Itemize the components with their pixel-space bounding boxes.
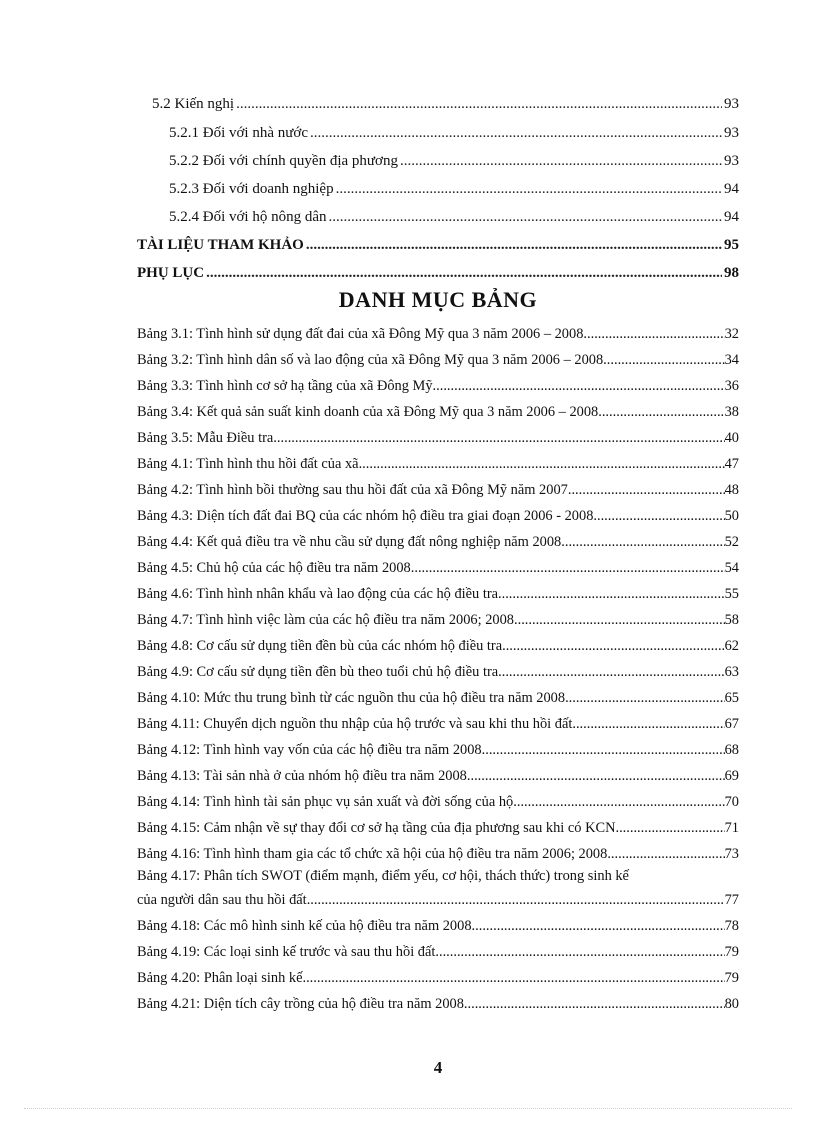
table-entry-page: 36	[724, 378, 739, 394]
table-entry-page: 54	[724, 560, 739, 576]
table-entry	[137, 688, 739, 708]
toc-entry-label: 5.2.2 Đối với chính quyền địa phương	[169, 153, 398, 169]
dot-leader	[561, 532, 724, 552]
table-entry	[137, 662, 739, 682]
dot-leader	[583, 324, 724, 344]
dot-leader	[273, 428, 724, 448]
table-entry	[137, 324, 739, 344]
dot-leader	[498, 662, 724, 682]
toc-entry-label: PHỤ LỤC	[137, 265, 205, 281]
toc-entry-label: TÀI LIỆU THAM KHẢO	[137, 237, 304, 253]
table-entry	[137, 480, 739, 500]
table-entry	[137, 636, 739, 656]
toc-entry	[169, 123, 739, 143]
dot-leader	[307, 888, 725, 912]
table-entry-page: 71	[724, 820, 739, 836]
table-entry-label: Bảng 4.13: Tài sản nhà ở của nhóm hộ điều tra năm 2008	[137, 768, 467, 784]
toc-entry-label: 5.2.1 Đối với nhà nước	[169, 125, 308, 141]
toc-entry-page: 94	[724, 209, 739, 225]
table-entry-page: 38	[724, 404, 739, 420]
table-entry-page: 67	[724, 716, 739, 732]
toc-entry-page: 93	[724, 96, 739, 112]
toc-entry	[169, 179, 739, 199]
table-entry-wrapped	[137, 864, 739, 912]
dot-leader	[433, 376, 725, 396]
table-entry-page: 79	[724, 944, 739, 960]
table-entry	[137, 942, 739, 962]
table-entry-label: Bảng 4.20: Phân loại sinh kế	[137, 970, 303, 986]
table-entry-page: 68	[724, 742, 739, 758]
dot-leader	[603, 350, 724, 370]
toc-entry-page: 98	[724, 265, 739, 281]
table-entry-label: Bảng 3.4: Kết quả sản suất kinh doanh của xã Đông Mỹ qua 3 năm 2006 – 2008	[137, 404, 599, 420]
dot-leader	[498, 584, 725, 604]
toc-entry-page: 93	[724, 153, 739, 169]
table-entry-page: 52	[724, 534, 739, 550]
dot-leader	[302, 968, 724, 988]
table-entry-label: Bảng 4.2: Tình hình bồi thường sau thu hồi đất của xã Đông Mỹ năm 2007	[137, 482, 568, 498]
dot-leader	[568, 480, 725, 500]
table-entry	[137, 994, 739, 1014]
table-entry-page: 32	[724, 326, 739, 342]
table-entry-page: 65	[724, 690, 739, 706]
table-entry-label: Bảng 4.19: Các loại sinh kế trước và sau thu hồi đất	[137, 944, 436, 960]
table-entry	[137, 610, 739, 630]
table-entry-label-line2: của người dân sau thu hồi đất	[137, 892, 307, 908]
dot-leader	[513, 792, 724, 812]
table-entry	[137, 350, 739, 370]
table-entry	[137, 428, 739, 448]
dot-leader	[502, 636, 725, 656]
table-entry-page: 50	[724, 508, 739, 524]
table-entry-label: Bảng 4.5: Chủ hộ của các hộ điều tra năm 2008	[137, 560, 411, 576]
table-entry-page: 80	[724, 996, 739, 1012]
dot-leader	[464, 994, 725, 1014]
toc-entry-label: 5.2.3 Đối với doanh nghiệp	[169, 181, 334, 197]
table-entry	[137, 714, 739, 734]
table-entry	[137, 584, 739, 604]
toc-entry-label: 5.2 Kiến nghị	[152, 96, 235, 112]
toc-entry	[152, 94, 739, 114]
table-entry-page: 47	[724, 456, 739, 472]
dot-leader	[467, 766, 725, 786]
table-entry-page: 69	[724, 768, 739, 784]
dot-leader	[206, 263, 722, 283]
toc-entry-label: 5.2.4 Đối với hộ nông dân	[169, 209, 327, 225]
table-entry-label: Bảng 4.12: Tình hình vay vốn của các hộ điều tra năm 2008	[137, 742, 482, 758]
dot-leader	[411, 558, 725, 578]
dot-leader	[400, 151, 722, 171]
table-entry-label: Bảng 3.2: Tình hình dân số và lao động của xã Đông Mỹ qua 3 năm 2006 – 2008	[137, 352, 604, 368]
dot-leader	[593, 506, 724, 526]
table-entry-label: Bảng 4.10: Mức thu trung bình từ các nguồn thu của hộ điều tra năm 2008	[137, 690, 566, 706]
dot-leader	[514, 610, 725, 630]
table-entry	[137, 376, 739, 396]
table-entry-label-line1: Bảng 4.17: Phân tích SWOT (điểm mạnh, điểm yếu, cơ hội, thách thức) trong sinh kế	[137, 868, 629, 884]
toc-entry-page: 95	[724, 237, 739, 253]
table-entry-label: Bảng 4.3: Diện tích đất đai BQ của các nhóm hộ điều tra giai đoạn 2006 - 2008	[137, 508, 594, 524]
page-number: 4	[433, 1058, 443, 1077]
table-entry-label: Bảng 4.15: Cảm nhận về sự thay đổi cơ sở hạ tầng của địa phương sau khi có KCN	[137, 820, 616, 836]
table-entry-page: 62	[724, 638, 739, 654]
table-entry-page: 55	[724, 586, 739, 602]
table-entry-label: Bảng 4.6: Tình hình nhân khẩu và lao động của các hộ điều tra	[137, 586, 499, 602]
dot-leader	[329, 207, 722, 227]
table-entry	[137, 916, 739, 936]
table-entry-page: 70	[724, 794, 739, 810]
table-entry-label: Bảng 4.1: Tình hình thu hồi đất của xã	[137, 456, 359, 472]
table-entry-label: Bảng 4.21: Diện tích cây trồng của hộ điều tra năm 2008	[137, 996, 464, 1012]
table-entry-label: Bảng 3.1: Tình hình sử dụng đất đai của xã Đông Mỹ qua 3 năm 2006 – 2008	[137, 326, 584, 342]
table-entry-label: Bảng 4.7: Tình hình việc làm của các hộ điều tra năm 2006; 2008	[137, 612, 514, 628]
table-entry-page: 73	[724, 846, 739, 862]
dot-leader	[572, 714, 724, 734]
toc-entry	[137, 263, 739, 283]
dot-leader	[607, 844, 724, 864]
table-entry-page: 77	[724, 892, 739, 908]
toc-entry	[169, 151, 739, 171]
table-entry-page: 58	[724, 612, 739, 628]
dot-leader	[310, 123, 722, 143]
table-entry-label-line2-row	[137, 888, 739, 912]
toc-entry	[137, 235, 739, 255]
dot-leader	[336, 179, 722, 199]
table-entry-label: Bảng 4.18: Các mô hình sinh kế của hộ điều tra năm 2008	[137, 918, 472, 934]
table-entry	[137, 558, 739, 578]
table-entry	[137, 818, 739, 838]
table-entry-label: Bảng 4.9: Cơ cấu sử dụng tiền đền bù theo tuổi chủ hộ điều tra	[137, 664, 499, 680]
table-entry	[137, 506, 739, 526]
table-entry-page: 48	[724, 482, 739, 498]
table-entry	[137, 792, 739, 812]
table-entry-label: Bảng 4.8: Cơ cấu sử dụng tiền đền bù của các nhóm hộ điều tra	[137, 638, 503, 654]
dot-leader	[306, 235, 722, 255]
table-entry	[137, 454, 739, 474]
table-entry	[137, 844, 739, 864]
table-entry-label: Bảng 4.11: Chuyển dịch nguồn thu nhập của hộ trước và sau khi thu hồi đất	[137, 716, 573, 732]
dot-leader	[435, 942, 724, 962]
dot-leader	[565, 688, 725, 708]
table-entry-label: Bảng 4.16: Tình hình tham gia các tổ chức xã hội của hộ điều tra năm 2006; 2008	[137, 846, 608, 862]
table-entry	[137, 402, 739, 422]
table-entry-page: 40	[724, 430, 739, 446]
dot-leader	[598, 402, 724, 422]
table-entry-page: 63	[724, 664, 739, 680]
toc-entry-page: 94	[724, 181, 739, 197]
table-entry-label: Bảng 4.14: Tình hình tài sản phục vụ sản xuất và đời sống của hộ	[137, 794, 514, 810]
table-entry-label: Bảng 3.5: Mẫu Điều tra	[137, 430, 274, 446]
toc-entry	[169, 207, 739, 227]
table-entry	[137, 766, 739, 786]
table-entry-page: 79	[724, 970, 739, 986]
section-title: DANH MỤC BẢNG	[338, 287, 538, 312]
dot-leader	[236, 94, 722, 114]
table-entry-page: 78	[724, 918, 739, 934]
table-entry-label: Bảng 4.4: Kết quả điều tra về nhu cầu sử dụng đất nông nghiệp năm 2008	[137, 534, 562, 550]
page-bottom-rule	[24, 1108, 792, 1109]
table-entry	[137, 740, 739, 760]
dot-leader	[482, 740, 725, 760]
table-entry	[137, 968, 739, 988]
dot-leader	[472, 916, 725, 936]
toc-entry-page: 93	[724, 125, 739, 141]
table-entry-page: 34	[724, 352, 739, 368]
table-entry-label: Bảng 3.3: Tình hình cơ sở hạ tầng của xã Đông Mỹ	[137, 378, 433, 394]
table-entry	[137, 532, 739, 552]
dot-leader	[359, 454, 725, 474]
dot-leader	[615, 818, 724, 838]
